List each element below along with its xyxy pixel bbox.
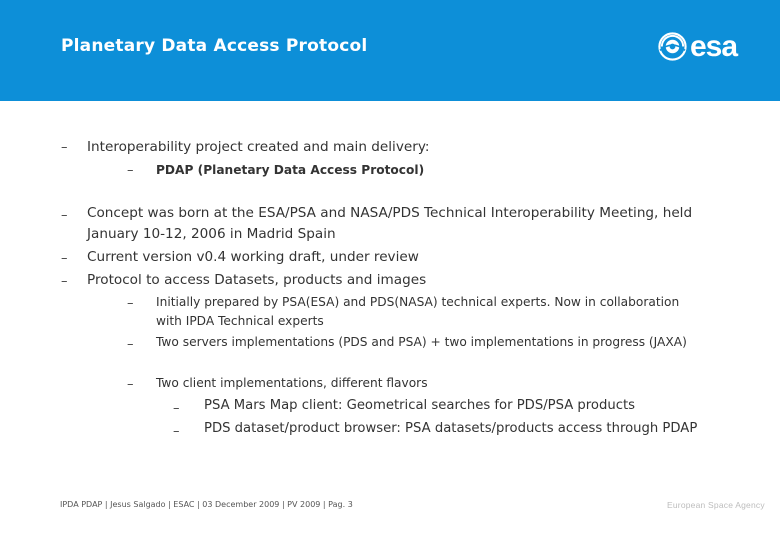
bullet-text: Protocol to access Datasets, products and images xyxy=(87,272,427,288)
bullet-dash: – xyxy=(127,296,134,311)
bullet-dash: – xyxy=(61,251,68,266)
esa-logo xyxy=(657,31,737,62)
bullet-text: PDS dataset/product browser: PSA datasets/products access through PDAP xyxy=(204,421,698,436)
bullet-dash: – xyxy=(127,377,134,392)
slide-title: Planetary Data Access Protocol xyxy=(61,36,368,56)
slide-footer: IPDA PDAP | Jesus Salgado | ESAC | 03 December 2009 | PV 2009 | Pag. 3 xyxy=(60,500,353,509)
bullet-text: Interoperability project created and main delivery: xyxy=(87,139,430,155)
bullet-dash: – xyxy=(61,274,68,289)
bullet-dash: – xyxy=(173,401,180,416)
bullet-text: Current version v0.4 working draft, under review xyxy=(87,249,419,265)
bullet-dash: – xyxy=(61,140,68,155)
bullet-dash: – xyxy=(173,424,180,439)
bullet-text: Two client implementations, different flavors xyxy=(156,376,428,390)
bullet-text: Concept was born at the ESA/PSA and NASA/PDS Technical Interoperability Meeting, held January 10-12, 2006 in Madrid Spain xyxy=(87,205,693,242)
esa-logo-text: esa xyxy=(690,30,738,63)
bullet-text: Two servers implementations (PDS and PSA) + two implementations in progress (JAXA) xyxy=(156,335,687,349)
bullet-text: PSA Mars Map client: Geometrical searches for PDS/PSA products xyxy=(204,398,636,413)
bullet-dash: – xyxy=(127,163,134,178)
bullet-dash: – xyxy=(61,208,68,223)
slide-header xyxy=(0,0,780,101)
bullet-text: PDAP (Planetary Data Access Protocol) xyxy=(156,163,425,177)
bullet-dash: – xyxy=(127,337,134,352)
agency-name: European Space Agency xyxy=(667,500,765,510)
bullet-text: Initially prepared by PSA(ESA) and PDS(NASA) technical experts. Now in collaboration with IPDA Technical experts xyxy=(156,295,680,328)
esa-logo-icon xyxy=(657,31,688,62)
